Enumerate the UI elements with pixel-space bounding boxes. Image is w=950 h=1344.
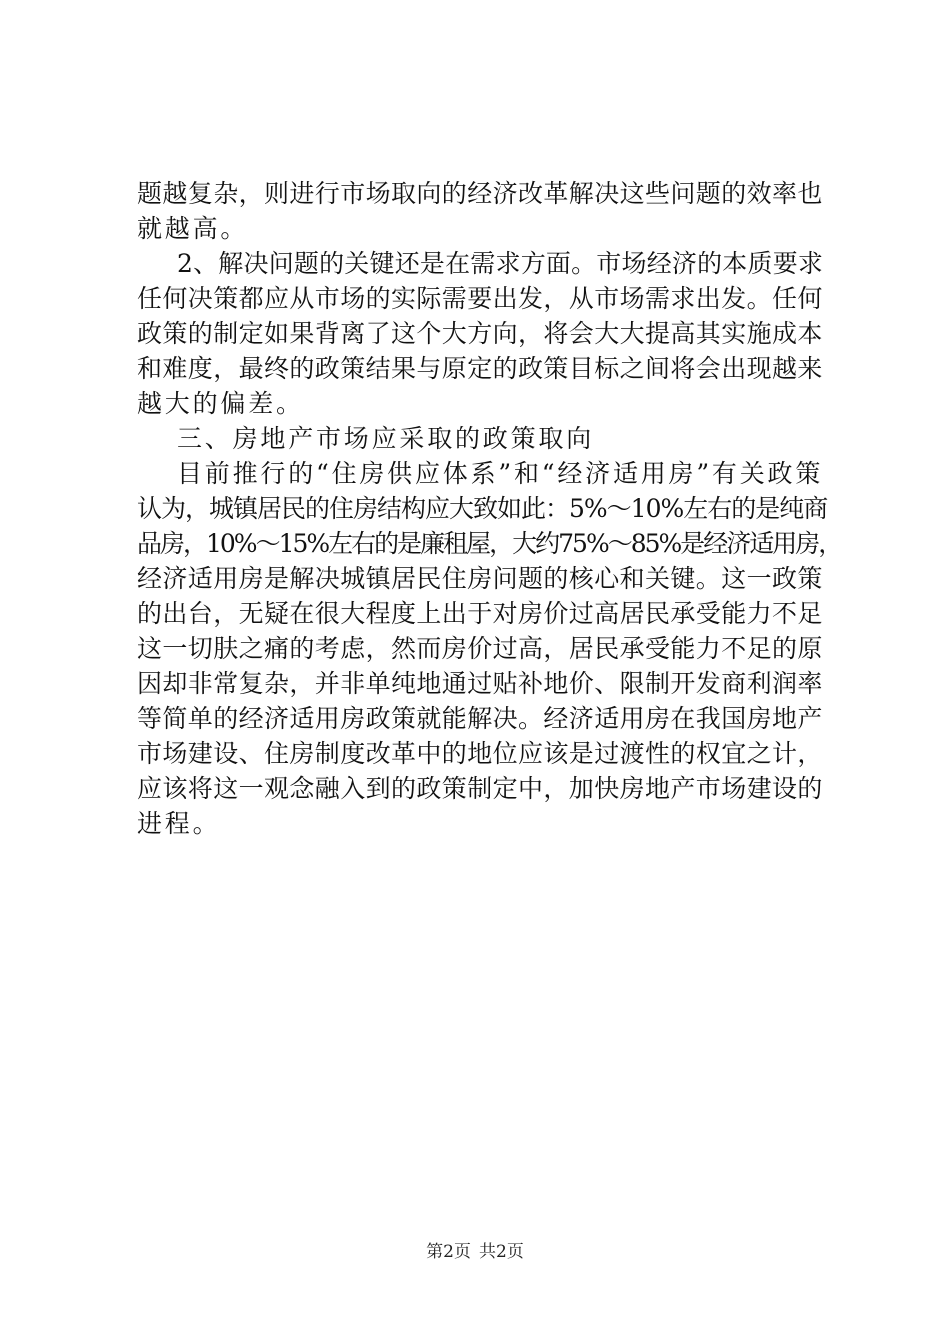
text-line: 任何决策都应从市场的实际需要出发，从市场需求出发。任何 (137, 284, 823, 313)
text-line: 因却非常复杂，并非单纯地通过贴补地价、限制开发商利润率 (137, 669, 823, 698)
text-line: 应该将这一观念融入到的政策制定中，加快房地产市场建设的 (137, 774, 823, 803)
text-line: 越大的偏差。 (137, 389, 304, 418)
page-footer (0, 1240, 950, 1264)
text-line: 这一切肤之痛的考虑，然而房价过高，居民承受能力不足的原 (137, 634, 823, 663)
text-line: 政策的制定如果背离了这个大方向，将会大大提高其实施成本 (137, 319, 823, 348)
text-line: 2、解决问题的关键还是在需求方面。市场经济的本质要求 (177, 249, 824, 278)
text-line: 认为，城镇居民的住房结构应大致如此：5%～10%左右的是纯商 (137, 494, 828, 523)
text-line: 就越高。 (137, 214, 249, 243)
text-line: 和难度，最终的政策结果与原定的政策目标之间将会出现越来 (137, 354, 823, 383)
text-line: 品房，10%～15%左右的是廉租屋，大约75%～85%是经济适用房， (137, 529, 842, 558)
document-body (137, 176, 842, 841)
text-line: 题越复杂，则进行市场取向的经济改革解决这些问题的效率也 (137, 179, 823, 208)
text-line: 进程。 (137, 809, 221, 838)
text-line: 的出台，无疑在很大程度上出于对房价过高居民承受能力不足 (137, 599, 823, 628)
page-number: 第2页 (426, 1242, 471, 1262)
text-line: 经济适用房是解决城镇居民住房问题的核心和关键。这一政策 (137, 564, 823, 593)
page-total: 共2页 (479, 1242, 524, 1262)
text-line: 市场建设、住房制度改革中的地位应该是过渡性的权宜之计， (137, 739, 823, 768)
text-line: 目前推行的“住房供应体系”和“经济适用房”有关政策 (177, 459, 824, 488)
section-heading: 三、房地产市场应采取的政策取向 (177, 424, 595, 453)
text-line: 等简单的经济适用房政策就能解决。经济适用房在我国房地产 (137, 704, 823, 733)
